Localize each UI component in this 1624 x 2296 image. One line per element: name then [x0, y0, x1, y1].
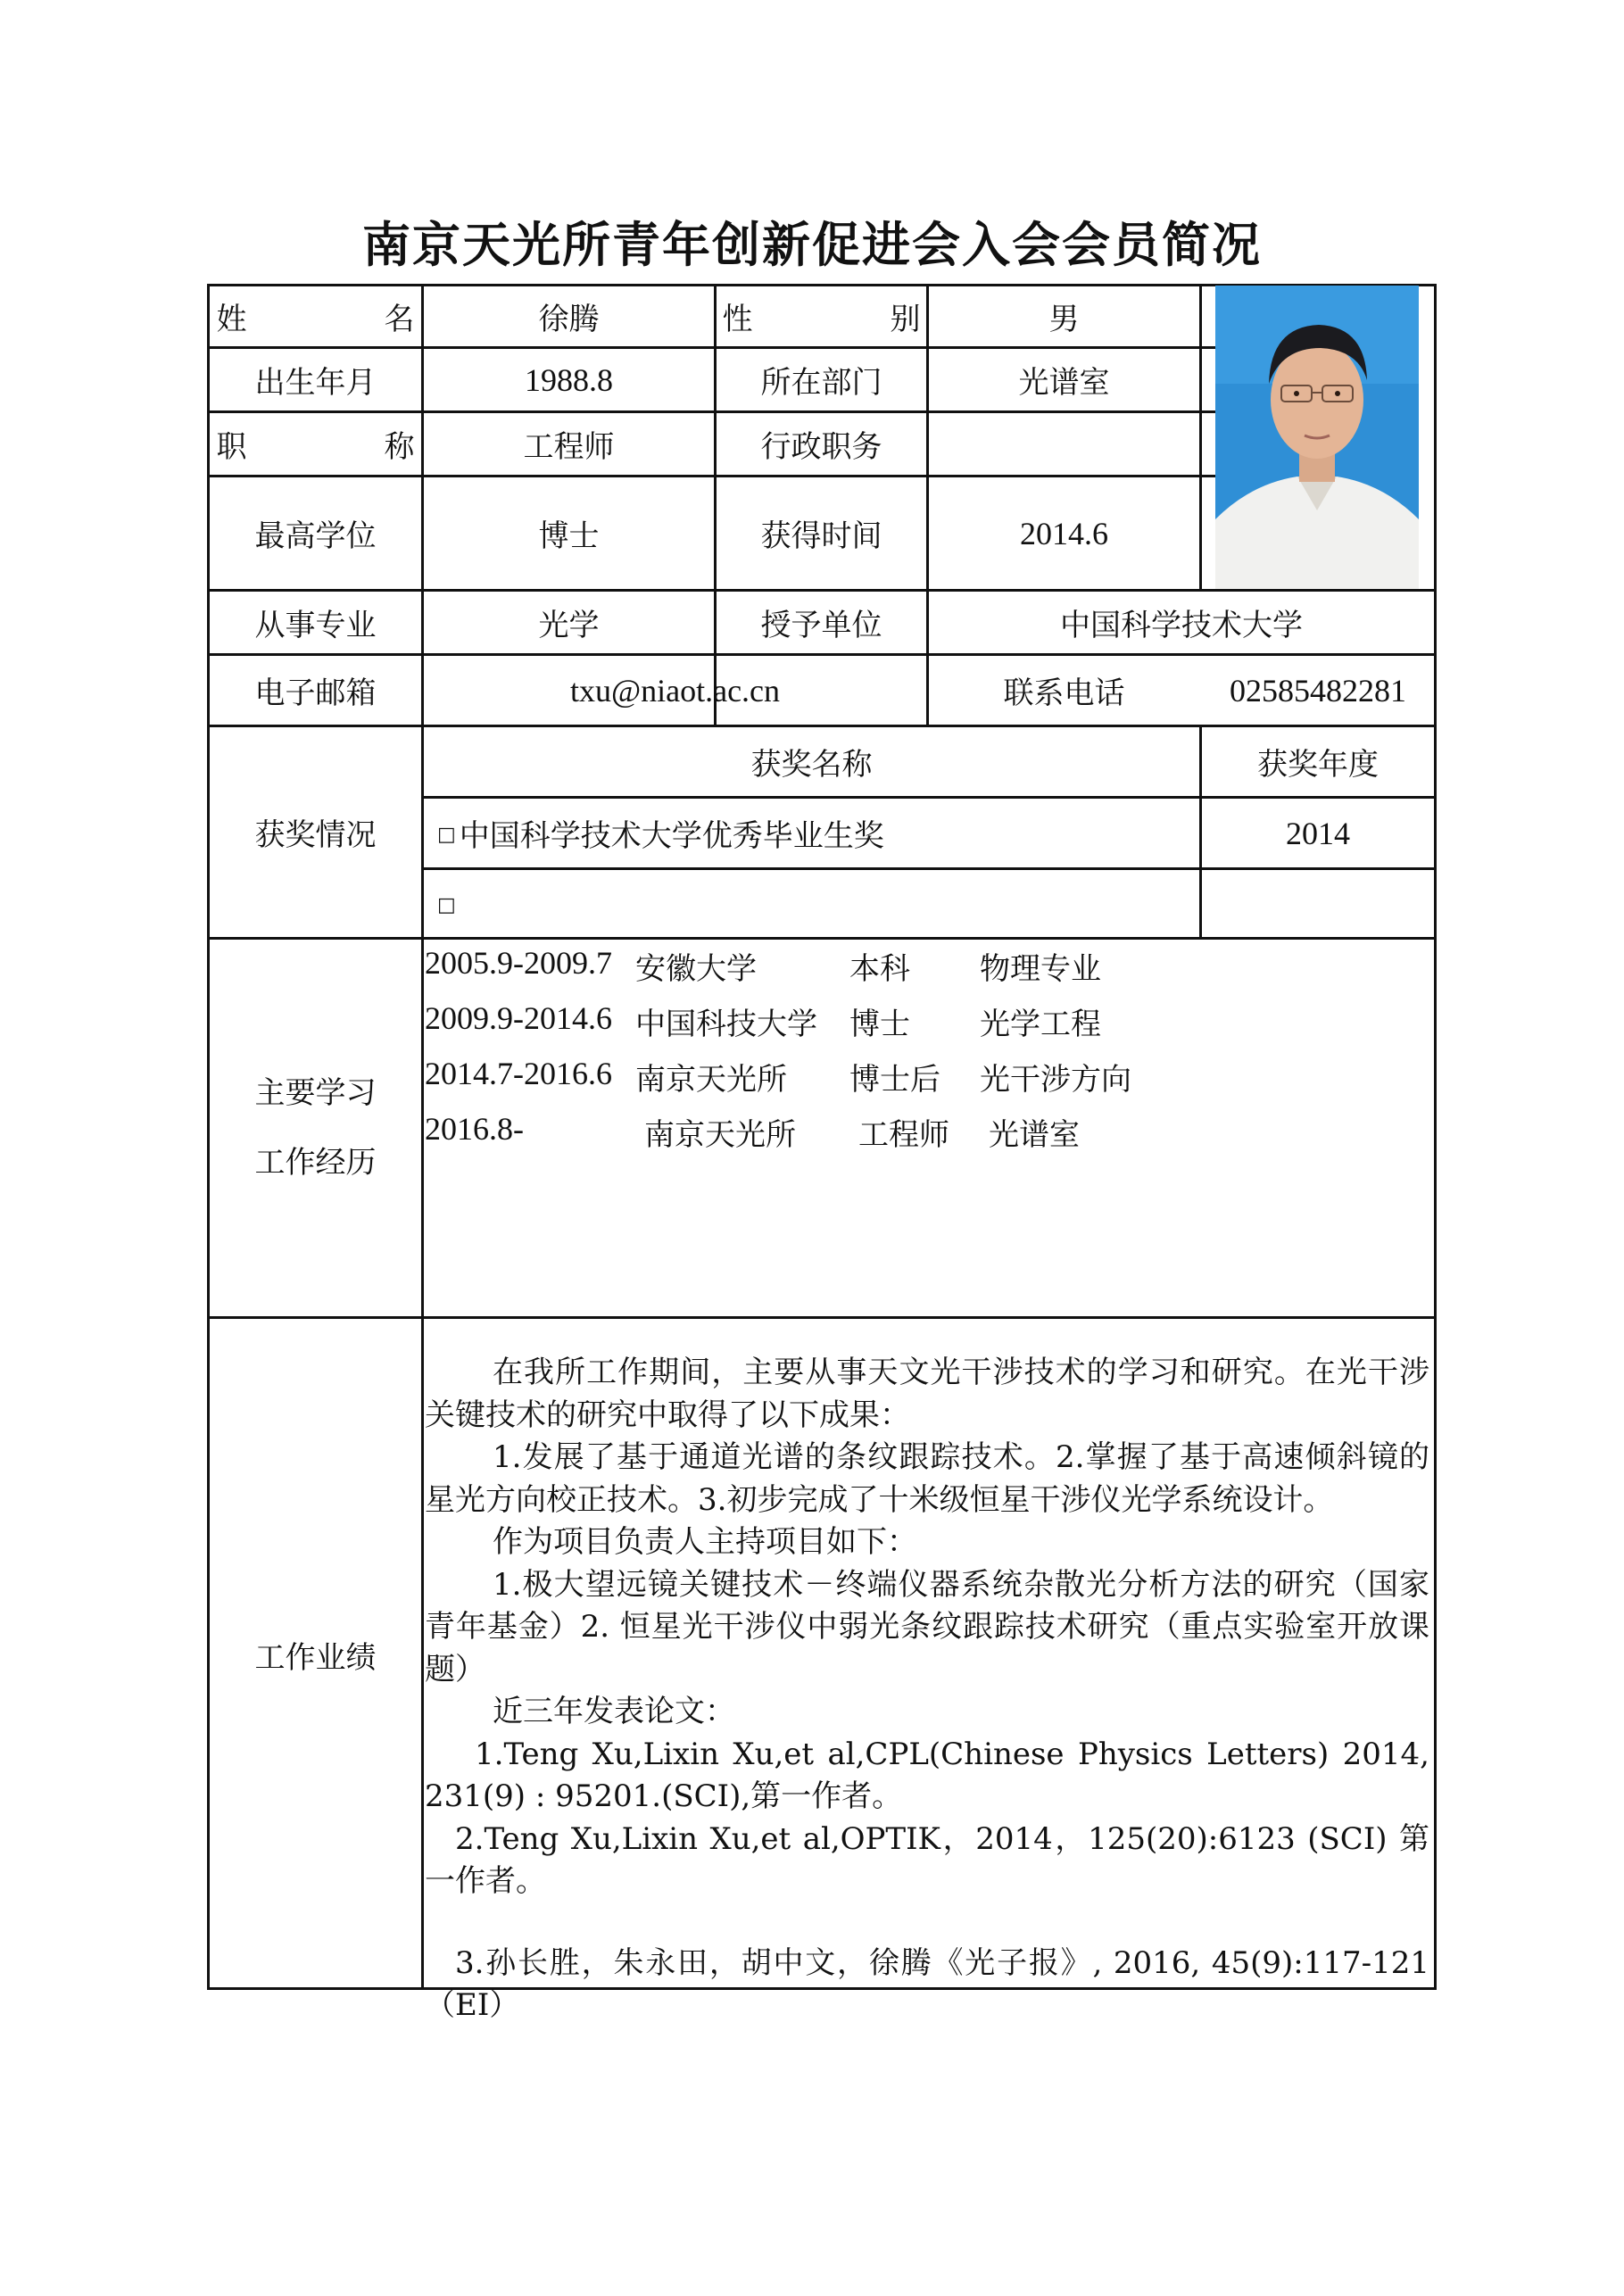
history-field: 光谱室: [989, 1117, 1080, 1153]
performance-paragraph: 在我所工作期间，主要从事天文光干涉技术的学习和研究。在光干涉关键技术的研究中取得了以下成果：: [425, 1355, 1429, 1433]
value-institution: 中国科学技术大学: [1060, 608, 1303, 643]
award-row: [437, 870, 1199, 937]
value-degree: 博士: [538, 518, 600, 554]
award-row: [437, 799, 1199, 867]
history-role: 博士: [849, 1007, 910, 1042]
label-phone: 联系电话: [1003, 676, 1125, 711]
label-name-text: 姓 名: [216, 302, 468, 337]
value-name: 徐腾: [538, 302, 600, 337]
label-performance: 工作业绩: [254, 1639, 377, 1676]
label-degree-time: 获得时间: [760, 518, 882, 554]
history-period: 2009.9-2014.6: [425, 1000, 612, 1036]
value-birth: 1988.8: [525, 361, 613, 398]
value-admin-post: [929, 413, 1199, 475]
document-title: 南京天光所青年创新促进会入会会员简况: [362, 217, 1262, 273]
performance-paragraph: 1.极大望远镜关键技术－终端仪器系统杂散光分析方法的研究（国家青年基金）2. 恒星光干涉仪中弱光条纹跟踪技术研究（重点实验室开放课题）: [425, 1566, 1429, 1687]
value-email: txu@niaot.ac.cn: [569, 672, 781, 709]
history-field: 光干涉方向: [980, 1062, 1131, 1098]
award-year: [1202, 870, 1434, 937]
history-org: 南京天光所: [644, 1117, 796, 1153]
label-institution: 授予单位: [760, 608, 882, 643]
history-role: 本科: [849, 951, 910, 987]
performance-paragraph: 作为项目负责人主持项目如下：: [493, 1524, 917, 1560]
performance-paragraph: 1.发展了基于通道光谱的条纹跟踪技术。2.掌握了基于高速倾斜镜的星光方向校正技术。3.初步完成了十米级恒星干涉仪光学系统设计。: [425, 1439, 1429, 1518]
value-title: 工程师: [523, 429, 615, 465]
checkbox-icon: □: [437, 824, 456, 846]
performance-paragraph: 近三年发表论文：: [493, 1694, 735, 1729]
performance-paragraph: 1.Teng Xu,Lixin Xu,et al,CPL(Chinese Physics Letters) 2014, 231(9) : 95201.(SCI),第一作者。: [425, 1736, 1429, 1814]
value-department: 光谱室: [1018, 365, 1110, 401]
history-period: 2005.9-2009.7: [425, 945, 612, 981]
label-degree: 最高学位: [254, 518, 377, 554]
value-phone: 02585482281: [1230, 672, 1406, 709]
label-admin-post: 行政职务: [760, 429, 882, 465]
table-rule: [1199, 284, 1202, 589]
award-name: 中国科学技术大学优秀毕业生奖: [459, 818, 884, 854]
performance-paragraph: 3.孙长胜，朱永田，胡中文，徐腾《光子报》, 2016, 45(9):117-121（EI）: [425, 1944, 1429, 2023]
label-name: [210, 286, 468, 346]
label-history-line1: 主要学习: [254, 1075, 377, 1111]
history-period: 2016.8-: [425, 1111, 524, 1147]
history-role: 博士后: [849, 1062, 940, 1098]
award-year: 2014: [1286, 815, 1350, 851]
history-field: 物理专业: [980, 951, 1101, 987]
label-email: 电子邮箱: [254, 676, 377, 711]
value-gender: 男: [1048, 302, 1080, 337]
label-major: 从事专业: [254, 608, 377, 643]
label-title-text: 职 称: [216, 429, 468, 465]
label-title: [210, 413, 468, 475]
history-org: 中国科技大学: [635, 1007, 817, 1042]
member-photo: [1215, 286, 1419, 589]
history-period: 2014.7-2016.6: [425, 1056, 612, 1091]
label-awards: 获奖情况: [254, 817, 377, 853]
awards-col-name: 获奖名称: [750, 747, 873, 783]
history-org: 安徽大学: [635, 951, 757, 987]
awards-col-year: 获奖年度: [1257, 747, 1379, 783]
history-role: 工程师: [858, 1117, 949, 1153]
history-org: 南京天光所: [635, 1062, 787, 1098]
performance-paragraph: 2.Teng Xu,Lixin Xu,et al,OPTIK，2014，125(20):6123 (SCI) 第一作者。: [425, 1820, 1429, 1899]
value-major: 光学: [538, 608, 600, 643]
performance-text: [425, 1352, 1429, 2027]
history-field: 光学工程: [980, 1007, 1101, 1042]
label-history: [210, 940, 421, 1316]
label-gender-text: 性 别: [722, 302, 974, 337]
label-gender: [717, 286, 974, 346]
label-birth: 出生年月: [254, 365, 377, 401]
checkbox-icon: □: [437, 894, 456, 916]
label-department: 所在部门: [760, 365, 882, 401]
value-degree-time: 2014.6: [1020, 515, 1108, 551]
label-history-line2: 工作经历: [254, 1145, 377, 1181]
